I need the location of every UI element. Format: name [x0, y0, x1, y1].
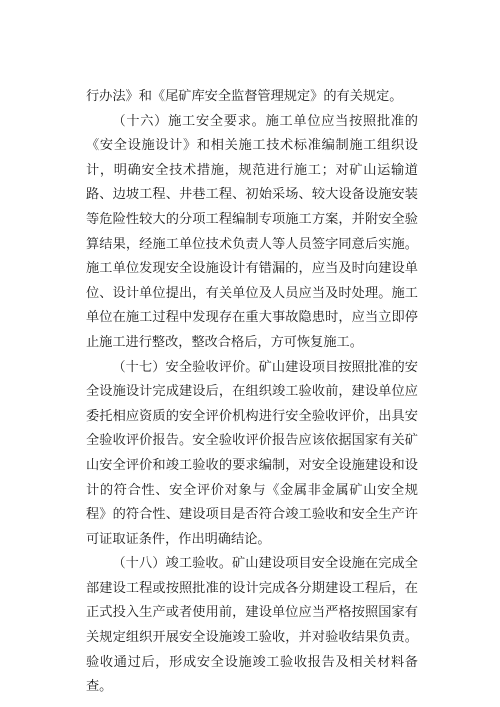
paragraph-acceptance-evaluation: （十七）安全验收评价。矿山建设项目按照批准的安全设施设计完成建设后，在组织竣工验收前，建设单位应委托相应资质的安全评价机构进行安全验收评价，出具安全验收评价报告。安全验收评价报告应该依据国家有关矿山安全评价和竣工验收的要求编制，对安全设施建设和设计的符合性、安全评价对象与《金属非金属矿山安全规程》的符合性、建设项目是否符合竣工验收和安全生产许可证取证条件，作出明确结论。 — [86, 359, 418, 547]
paragraph-completion-acceptance: （十八）竣工验收。矿山建设项目安全设施在完成全部建设工程或按照批准的设计完成各分期建设工程后，在正式投入生产或者使用前，建设单位应当严格按照国家有关规定组织开展安全设施竣工验收，并对验收结果负责。验收通过后，形成安全设施竣工验收报告及相关材料备查。 — [86, 556, 418, 695]
document-body — [86, 85, 418, 700]
paragraph-continuation: 行办法》和《尾矿库安全监督管理规定》的有关规定。 — [86, 89, 403, 104]
paragraph-construction-safety: （十六）施工安全要求。施工单位应当按照批准的《安全设施设计》和相关施工技术标准编制施工组织设计，明确安全技术措施，规范进行施工；对矿山运输道路、边坡工程、井巷工程、初始采场、较大设备设施安装等危险性较大的分项工程编制专项施工方案，并附安全验算结果，经施工单位技术负责人等人员签字同意后实施。施工单位发现安全设施设计有错漏的，应当及时向建设单位、设计单位提出，有关单位及人员应当及时处理。施工单位在施工过程中发现存在重大事故隐患时，应当立即停止施工进行整改，整改合格后，方可恢复施工。 — [86, 113, 418, 350]
